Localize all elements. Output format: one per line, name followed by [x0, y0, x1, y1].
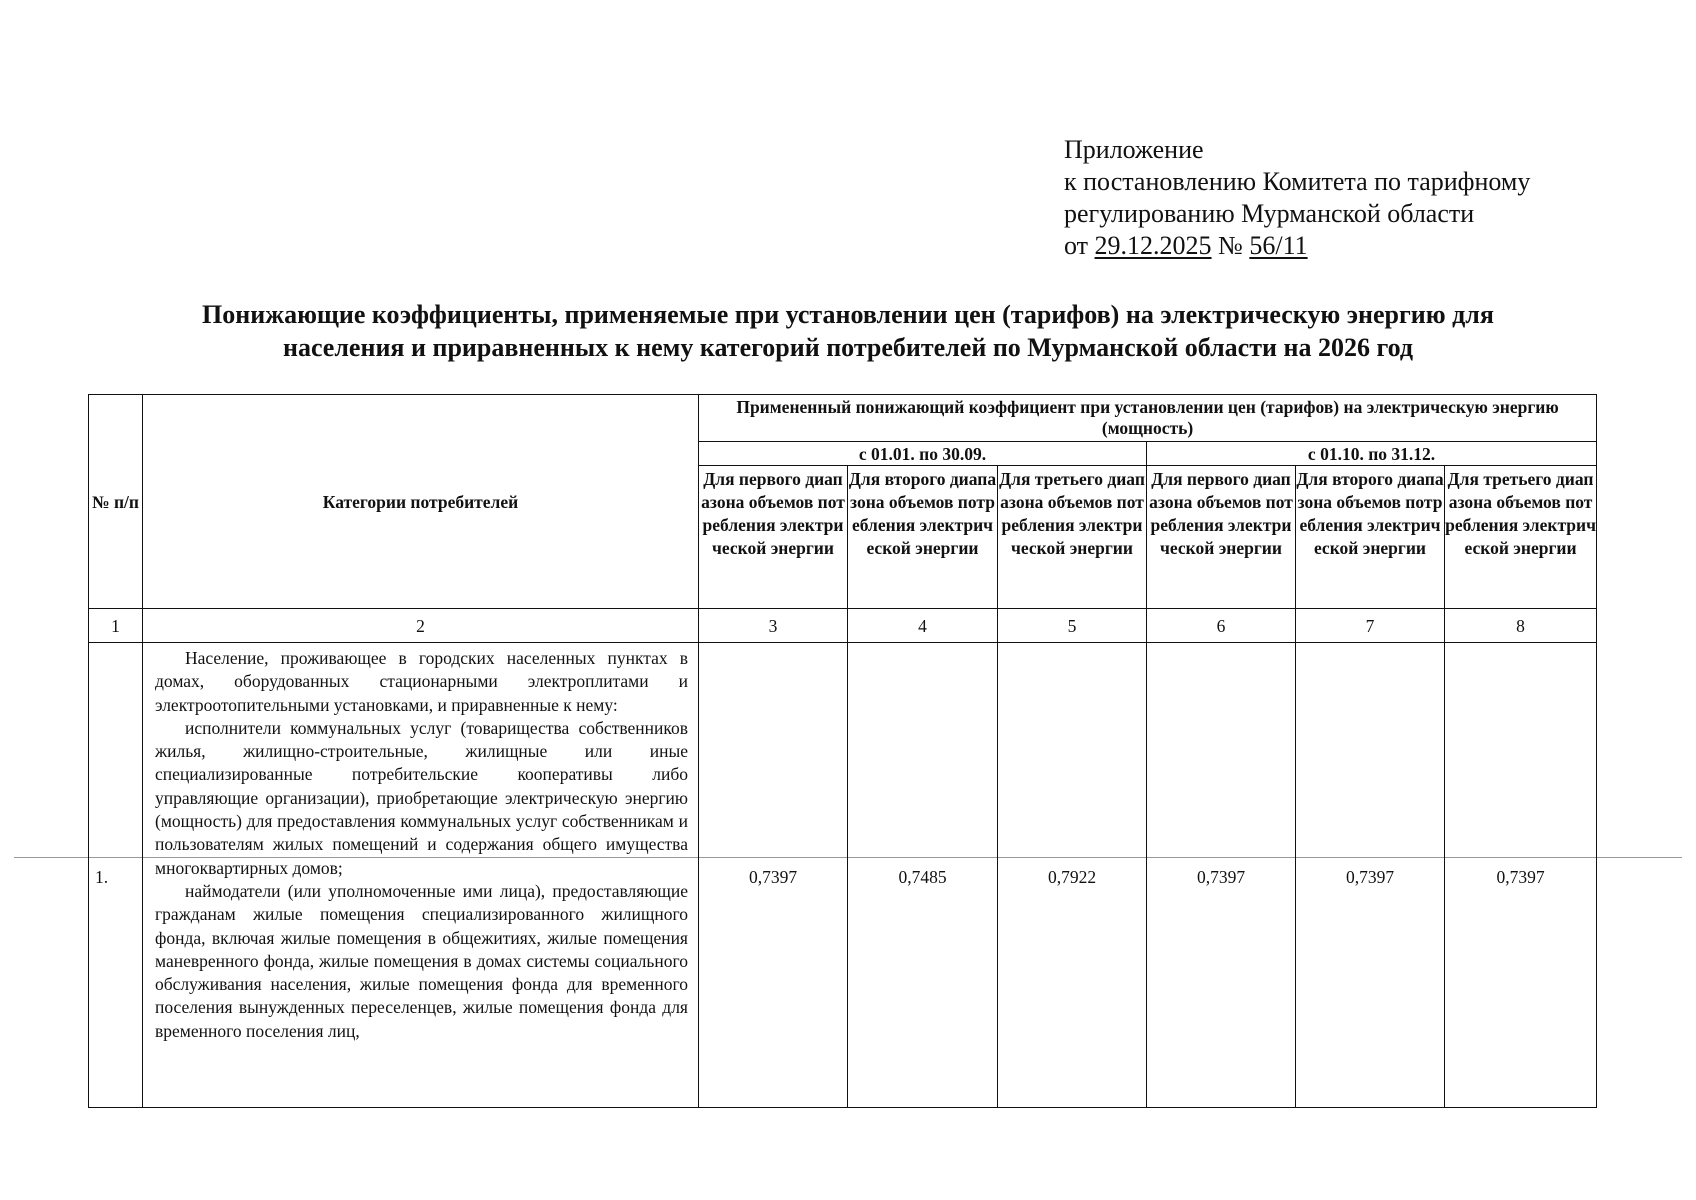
row-category-text: [143, 643, 698, 1107]
approval-title: Приложение: [1064, 135, 1204, 164]
approval-number: 56/11: [1249, 231, 1308, 260]
header-applied-coefficient: Примененный понижающий коэффициент при установлении цен (тарифов) на электрическую энергию (мощность): [699, 395, 1597, 442]
column-index-row: [89, 609, 1597, 643]
coefficient-value: 0,7485: [848, 643, 998, 1108]
row-number: 1.: [89, 643, 143, 1108]
header-period-1: с 01.01. по 30.09.: [699, 442, 1147, 466]
approval-number-sign: №: [1218, 231, 1243, 260]
coefficient-value: 0,7397: [699, 643, 848, 1108]
header-range-col-4: Для второго диапазона объемов потребления электрической энергии: [848, 466, 998, 609]
header-range-col-5: Для третьего диапазона объемов потребления электрической энергии: [998, 466, 1147, 609]
coefficient-value: 0,7397: [1147, 643, 1296, 1108]
header-row-main: [89, 395, 1597, 442]
approval-date: 29.12.2025: [1094, 231, 1212, 260]
approval-line-committee: регулированию Мурманской области: [1064, 199, 1475, 228]
coefficients-table: [88, 394, 1597, 1108]
approval-block: [1064, 134, 1530, 262]
column-index-6: 6: [1147, 609, 1296, 643]
row-category: [143, 643, 699, 1108]
header-period-2: с 01.10. по 31.12.: [1147, 442, 1597, 466]
column-index-8: 8: [1445, 609, 1597, 643]
header-range-col-7: Для второго диапазона объемов потребления электрической энергии: [1296, 466, 1445, 609]
column-index-3: 3: [699, 609, 848, 643]
header-category: Категории потребителей: [143, 395, 699, 609]
category-paragraph: наймодатели (или уполномоченные ими лица), предоставляющие гражданам жилые помещения специализированного жилищного фонда, включая жилые помещения в общежитиях, жилые помещения маневренного фонда, жилые помещения в домах системы социального обслуживания населения, жилые помещения фонда для временного поселения вынужденных переселенцев, жилые помещения фонда для временного поселения лиц,: [155, 880, 688, 1041]
approval-prefix: от: [1064, 231, 1089, 260]
category-paragraph: Население, проживающее в городских населенных пунктах в домах, оборудованных стационарными электроплитами и электроотопительными установками, и приравненные к нему:: [155, 648, 688, 715]
document-title-line-1: Понижающие коэффициенты, применяемые при установлении цен (тарифов) на электрическую энергию для: [202, 300, 1494, 329]
column-index-7: 7: [1296, 609, 1445, 643]
header-range-col-8: Для третьего диапазона объемов потребления электрической энергии: [1445, 466, 1597, 609]
column-index-1: 1: [89, 609, 143, 643]
header-range-col-6: Для первого диапазона объемов потребления электрической энергии: [1147, 466, 1296, 609]
column-index-4: 4: [848, 609, 998, 643]
coefficient-value: 0,7397: [1296, 643, 1445, 1108]
approval-line-date: [1064, 230, 1530, 262]
column-index-2: 2: [143, 609, 699, 643]
column-index-5: 5: [998, 609, 1147, 643]
coefficient-value: 0,7922: [998, 643, 1147, 1108]
table-row: [89, 643, 1597, 1108]
coefficient-value: 0,7397: [1445, 643, 1597, 1108]
header-number: № п/п: [89, 395, 143, 609]
category-paragraph: исполнители коммунальных услуг (товарищества собственников жилья, жилищно-строительные, жилищные или иные специализированные потребительские кооперативы либо управляющие организации), приобретающие электрическую энергию (мощность) для предоставления коммунальных услуг собственникам и пользователям жилых помещений и содержания общего имущества многоквартирных домов;: [155, 717, 688, 878]
document-title: [90, 298, 1606, 364]
header-range-col-3: Для первого диапазона объемов потребления электрической энергии: [699, 466, 848, 609]
document-title-line-2: населения и приравненных к нему категорий потребителей по Мурманской области на 2026 год: [282, 333, 1414, 362]
approval-line-resolution: к постановлению Комитета по тарифному: [1064, 167, 1531, 196]
